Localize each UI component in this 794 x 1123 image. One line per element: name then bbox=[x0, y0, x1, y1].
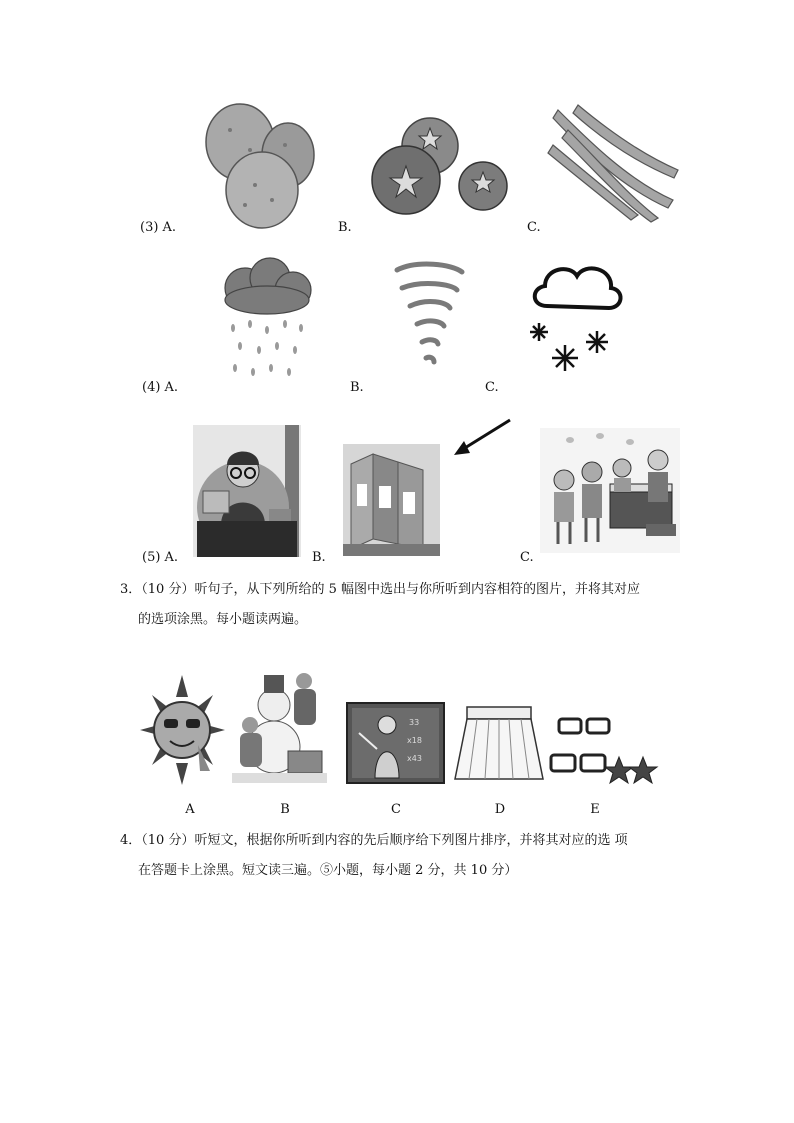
sun-icon bbox=[140, 675, 225, 785]
option-b-label: B. bbox=[312, 550, 326, 565]
potatoes-icon bbox=[200, 100, 320, 230]
option-c-label: C. bbox=[520, 550, 534, 565]
music-room-icon bbox=[540, 428, 680, 553]
snowman-kids-icon bbox=[232, 655, 327, 783]
svg-text:x43: x43 bbox=[407, 754, 422, 763]
option-b-label: B. bbox=[350, 380, 364, 395]
picture-label: C bbox=[391, 802, 401, 817]
question-4-line-2: 在答题卡上涂黑。短文读三遍。⑤小题，每小题 2 分，共 10 分） bbox=[138, 863, 518, 878]
svg-text:x18: x18 bbox=[407, 736, 422, 745]
arrow-icon bbox=[450, 415, 515, 460]
question-3-text bbox=[120, 575, 690, 635]
sunglasses-stars-icon bbox=[545, 715, 657, 785]
picture-label: B bbox=[280, 802, 290, 817]
question-3-label: (3) A. bbox=[140, 220, 177, 235]
picture-label: E bbox=[590, 802, 600, 817]
picture-label: D bbox=[494, 802, 506, 817]
snow-cloud-icon bbox=[525, 258, 625, 380]
question-3-line-2: 的选项涂黑。每小题读两遍。 bbox=[138, 612, 308, 627]
question-4-label: (4) A. bbox=[142, 380, 179, 395]
question-4-line-1: 4．（10 分）听短文，根据你所听到内容的先后顺序给下列图片排序，并将其对应的选 项 bbox=[120, 833, 628, 848]
question-5-label: (5) A. bbox=[142, 550, 179, 565]
picture-label: A bbox=[185, 802, 195, 817]
option-b-label: B. bbox=[338, 220, 352, 235]
rain-cloud-icon bbox=[215, 258, 315, 383]
classroom-building-icon bbox=[343, 444, 440, 556]
skirt-icon bbox=[453, 705, 545, 785]
svg-text:33: 33 bbox=[409, 718, 420, 727]
tomatoes-icon bbox=[368, 108, 513, 223]
teacher-blackboard-icon bbox=[347, 703, 444, 783]
green-beans-icon bbox=[548, 100, 683, 225]
question-4-text bbox=[120, 826, 690, 886]
question-3-line-1: 3．（10 分）听句子，从下列所给的 5 幅图中选出与你所听到内容相符的图片，并将其对应 bbox=[120, 582, 640, 597]
tornado-icon bbox=[392, 260, 467, 375]
option-c-label: C. bbox=[485, 380, 499, 395]
option-c-label: C. bbox=[527, 220, 541, 235]
teacher-office-icon bbox=[193, 425, 301, 557]
